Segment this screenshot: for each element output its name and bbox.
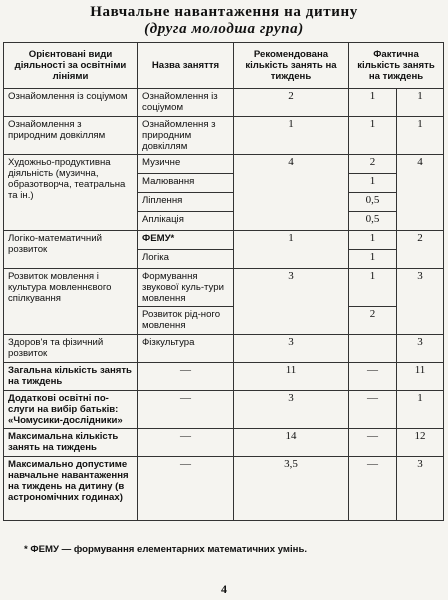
actual-cell xyxy=(349,335,397,363)
actual-cell: 1 xyxy=(349,231,397,250)
actual-cell: — xyxy=(349,363,397,391)
lesson-cell: — xyxy=(138,391,234,429)
page-title: Навчальне навантаження на дитину xyxy=(90,4,358,20)
actual-cell: — xyxy=(349,391,397,429)
table-row xyxy=(4,363,444,391)
area-cell: Максимально допустиме навчальне навантаження на тиждень на дитину (в астрономічних годинах) xyxy=(4,457,138,521)
table-row xyxy=(4,231,444,250)
header-actual: Фактична кількість занять на тиждень xyxy=(349,43,444,89)
table-row xyxy=(4,155,444,174)
recommended-cell: 1 xyxy=(234,117,349,155)
lesson-cell: Логіка xyxy=(138,250,234,269)
lesson-cell: — xyxy=(138,363,234,391)
actual-cell: 1 xyxy=(349,269,397,307)
area-cell: Розвиток мовлення і культура мовленнєвого спілкування xyxy=(4,269,138,335)
actual-cell: 1 xyxy=(349,250,397,269)
actual-total-cell: 3 xyxy=(397,457,444,521)
actual-cell: 1 xyxy=(349,174,397,193)
footnote: * ФЕМУ — формування елементарних математичних умінь. xyxy=(24,544,308,555)
workload-table xyxy=(3,42,444,521)
recommended-cell: 3 xyxy=(234,335,349,363)
lesson-cell: Малювання xyxy=(138,174,234,193)
lesson-cell: Формування звукової куль-тури мовлення xyxy=(138,269,234,307)
actual-total-cell: 3 xyxy=(397,269,444,335)
actual-total-cell: 1 xyxy=(397,391,444,429)
recommended-cell: 3,5 xyxy=(234,457,349,521)
area-cell: Загальна кількість занять на тиждень xyxy=(4,363,138,391)
recommended-cell: 11 xyxy=(234,363,349,391)
lesson-cell: ФЕМУ* xyxy=(138,231,234,250)
page-number: 4 xyxy=(221,582,227,596)
header-area: Орієнтовані види діяльності за освітніми лініями xyxy=(4,43,138,89)
actual-cell: 0,5 xyxy=(349,193,397,212)
table-row xyxy=(4,457,444,521)
actual-cell: 1 xyxy=(349,89,397,117)
recommended-cell: 3 xyxy=(234,391,349,429)
lesson-cell: Аплікація xyxy=(138,212,234,231)
recommended-cell: 2 xyxy=(234,89,349,117)
actual-total-cell: 2 xyxy=(397,231,444,269)
table-row xyxy=(4,269,444,307)
table-row xyxy=(4,335,444,363)
table-row xyxy=(4,89,444,117)
actual-cell: 1 xyxy=(349,117,397,155)
lesson-cell: Ознайомлення із соціумом xyxy=(138,89,234,117)
lesson-cell: Розвиток рід-ного мовлення xyxy=(138,307,234,335)
actual-cell: — xyxy=(349,429,397,457)
actual-total-cell: 11 xyxy=(397,363,444,391)
recommended-cell: 1 xyxy=(234,231,349,269)
lesson-cell: — xyxy=(138,457,234,521)
area-cell: Здоров'я та фізичний розвиток xyxy=(4,335,138,363)
actual-cell: 2 xyxy=(349,155,397,174)
actual-cell: 0,5 xyxy=(349,212,397,231)
area-cell: Додаткові освітні по-слуги на вибір батьків: «Чомусики-дослідники» xyxy=(4,391,138,429)
actual-cell: 2 xyxy=(349,307,397,335)
lesson-cell: — xyxy=(138,429,234,457)
area-cell: Логіко-математичний розвиток xyxy=(4,231,138,269)
recommended-cell: 4 xyxy=(234,155,349,231)
area-cell: Ознайомлення із соціумом xyxy=(4,89,138,117)
area-cell: Ознайомлення з природним довкіллям xyxy=(4,117,138,155)
table-row xyxy=(4,117,444,155)
lesson-cell: Музичне xyxy=(138,155,234,174)
lesson-cell: Ліплення xyxy=(138,193,234,212)
actual-total-cell: 1 xyxy=(397,89,444,117)
lesson-cell: Фізкультура xyxy=(138,335,234,363)
actual-total-cell: 4 xyxy=(397,155,444,231)
area-cell: Художньо-продуктивна діяльність (музична, образотворча, театральна та ін.) xyxy=(4,155,138,231)
actual-total-cell: 1 xyxy=(397,117,444,155)
actual-cell: — xyxy=(349,457,397,521)
actual-total-cell: 12 xyxy=(397,429,444,457)
table-row xyxy=(4,429,444,457)
recommended-cell: 3 xyxy=(234,269,349,335)
header-lesson: Назва заняття xyxy=(138,43,234,89)
header-recommended: Рекомендована кількість занять на тиждень xyxy=(234,43,349,89)
actual-total-cell: 3 xyxy=(397,335,444,363)
table-row xyxy=(4,391,444,429)
area-cell: Максимальна кількість занять на тиждень xyxy=(4,429,138,457)
page-subtitle: (друга молодша група) xyxy=(144,21,304,37)
recommended-cell: 14 xyxy=(234,429,349,457)
lesson-cell: Ознайомлення з природним довкіллям xyxy=(138,117,234,155)
table-header-row xyxy=(4,43,444,89)
